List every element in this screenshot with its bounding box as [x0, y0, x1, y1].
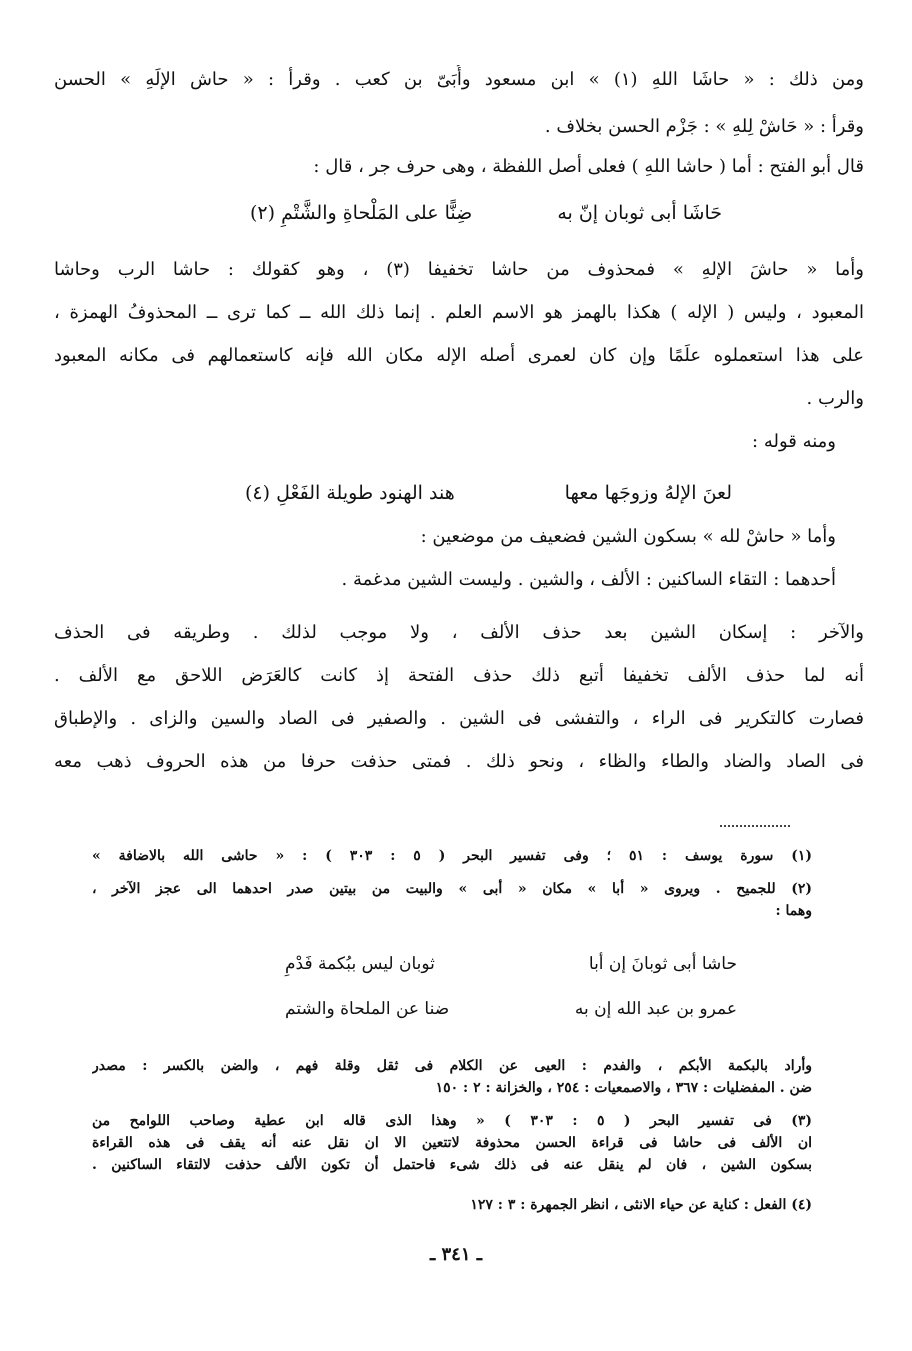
body-line-8: ومنه قوله : [752, 431, 836, 452]
body-line-9: وأما « حاشْ لله » بسكون الشين فضعيف من موضعين : [420, 526, 836, 547]
footnote-verse-1-second-hemistich: ثوبان ليس ببُكمة فَدْمِ [285, 954, 435, 974]
footnote-2-line-2: وهما : [775, 903, 812, 919]
footnote-3-line-1: (٣) فى تفسير البحر ( ٥ : ٣٠٣ ) « وهذا الذى قاله ابن عطية وصاحب اللوامح من [92, 1113, 812, 1129]
verse-2-second-hemistich: هند الهنود طويلة الفَعْلِ (٤) [245, 482, 455, 504]
page-number: ـ ٣٤١ ـ [429, 1244, 483, 1265]
body-line-2: وقرأ : « حَاشْ لِلهِ » : جَزْم الحسن بخلاف . [544, 116, 864, 137]
footnote-4: (٤) الفعل : كناية عن حياء الانثى ، انظر الجمهرة : ٣ : ١٢٧ [470, 1197, 812, 1213]
body-line-5: المعبود ، وليس ( الإله ) هكذا بالهمز هو الاسم العلم . إنما ذلك الله ــ كما ترى ــ المحذوفُ الهمزة ، [54, 302, 864, 323]
footnote-3-line-2: ان الألف فى حاشا فى قراءة الحسن محذوفة لاتتعين الا ان نقل عنه أنه يقف فى هذه القراءة [92, 1135, 812, 1151]
body-line-13: فصارت كالتكرير فى الراء ، والتفشى فى الشين . والصفير فى الصاد والسين والزاى . والإطباق [54, 708, 864, 729]
body-line-11: والآخر : إسكان الشين بعد حذف الألف ، ولا موجب لذلك . وطريقه فى الحذف [54, 622, 864, 643]
footnote-3-line-3: بسكون الشين ، فان لم ينقل عنه فى ذلك شىء فاحتمل أن تكون الألف حذفت لالتقاء الساكنين . [92, 1157, 812, 1173]
body-line-1: ومن ذلك : « حاشَا اللهِ (١) » ابن مسعود وأُبَىّ بن كعب . وقرأ : « حاش الإلَهِ » الحسن [54, 69, 864, 90]
verse-1-second-hemistich: ضِنًّا على المَلْحاةِ والشَّتْمِ (٢) [250, 202, 473, 224]
body-line-14: فى الصاد والضاد والطاء والظاء ، ونحو ذلك . فمتى حذفت حرفا من هذه الحروف ذهب معه [54, 751, 864, 772]
body-line-10: أحدهما : التقاء الساكنين : الألف ، والشين . وليست الشين مدغمة . [341, 569, 836, 590]
footnote-verse-2-first-hemistich: عمرو بن عبد الله إن به [574, 999, 737, 1019]
footnote-verse-2-second-hemistich: ضنا عن الملحاة والشتم [285, 999, 450, 1019]
verse-1-first-hemistich: حَاشَا أبى ثوبان إنّ به [557, 202, 722, 224]
body-line-4: وأما « حاشَ الإلهِ » فمحذوف من حاشا تخفيفا (٣) ، وهو كقولك : حاشا الرب وحاشا [54, 259, 864, 280]
footnote-2-line-1: (٢) للجميح . ويروى « أبا » مكان « أبى » والبيت من بيتين صدر احدهما الى عجز الآخر ، [92, 881, 812, 897]
verse-2-first-hemistich: لعنَ الإلهُ وزوجَها معها [564, 482, 732, 504]
footnote-1: (١) سورة يوسف : ٥١ ؛ وفى تفسير البحر ( ٥ : ٣٠٣ ) : « حاشى الله بالاضافة » [92, 848, 812, 864]
footnote-separator [720, 825, 790, 827]
body-line-12: أنه لما حذف الألف تخفيفا أتبع ذلك حذف الفتحة إذ كانت كالعَرَض اللاحق مع الألف . [54, 665, 864, 686]
footnote-2-line-4: ضن . المفضليات : ٣٦٧ ، والاصمعيات : ٢٥٤ ، والخزانة : ٢ : ١٥٠ [435, 1080, 812, 1096]
body-line-6: على هذا استعملوه علَمًا وإن كان لعمرى أصله الإله مكان الله فإنه كاستعمالهم فى مكانه المعبود [54, 345, 864, 366]
body-line-3: قال أبو الفتح : أما ( حاشا اللهِ ) فعلى أصل اللفظة ، وهى حرف جر ، قال : [313, 156, 864, 177]
body-line-7: والرب . [806, 388, 864, 409]
footnote-2-line-3: وأراد بالبكمة الأبكم ، والفدم : العيى عن الكلام فى ثقل وقلة فهم ، والضن بالكسر : مصدر [92, 1058, 812, 1074]
footnote-verse-1-first-hemistich: حاشا أبى ثوبانَ إن أبا [588, 954, 737, 974]
